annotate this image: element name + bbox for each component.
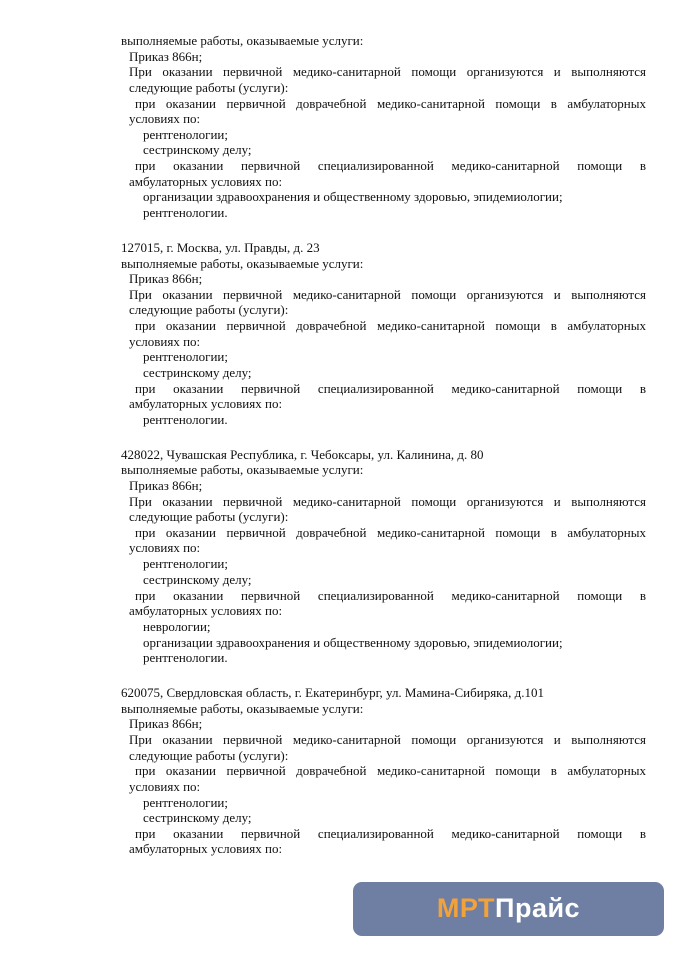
text-line: при оказании первичной специализированной медико-санитарной помощи в [135, 381, 646, 396]
text-line: следующие работы (услуги): [129, 748, 289, 763]
text-line: при оказании первичной доврачебной медико-санитарной помощи в амбулаторных [135, 318, 646, 333]
mrt-price-watermark [353, 882, 664, 936]
text-line: при оказании первичной доврачебной медико-санитарной помощи в амбулаторных [135, 525, 646, 540]
text-line: при оказании первичной доврачебной медико-санитарной помощи в амбулаторных [135, 763, 646, 778]
services-heading: выполняемые работы, оказываемые услуги: [121, 462, 364, 477]
text-line: рентгенологии; [143, 349, 228, 364]
text-line: сестринскому делу; [143, 365, 252, 380]
text-line: рентгенологии. [143, 205, 228, 220]
text-line: При оказании первичной медико-санитарной помощи организуются и выполняются [129, 732, 646, 747]
text-line: При оказании первичной медико-санитарной помощи организуются и выполняются [129, 494, 646, 509]
text-line: неврологии; [143, 619, 211, 634]
text-line: организации здравоохранения и общественному здоровью, эпидемиологии; [143, 189, 563, 204]
text-line: амбулаторных условиях по: [129, 396, 283, 411]
text-line: При оказании первичной медико-санитарной помощи организуются и выполняются [129, 64, 646, 79]
text-line: следующие работы (услуги): [129, 80, 289, 95]
text-line: рентгенологии. [143, 412, 228, 427]
order-line: Приказ 866н; [129, 478, 203, 493]
address-line: 428022, Чувашская Республика, г. Чебоксары, ул. Калинина, д. 80 [121, 447, 484, 462]
text-line: при оказании первичной доврачебной медико-санитарной помощи в амбулаторных [135, 96, 646, 111]
text-line: при оказании первичной специализированной медико-санитарной помощи в [135, 158, 646, 173]
address-line: 127015, г. Москва, ул. Правды, д. 23 [121, 240, 320, 255]
text-line: При оказании первичной медико-санитарной помощи организуются и выполняются [129, 287, 646, 302]
text-line: рентгенологии; [143, 127, 228, 142]
services-heading: выполняемые работы, оказываемые услуги: [121, 701, 364, 716]
text-line: следующие работы (услуги): [129, 302, 289, 317]
services-heading: выполняемые работы, оказываемые услуги: [121, 256, 364, 271]
text-line: условиях по: [129, 111, 201, 126]
text-line: рентгенологии; [143, 795, 228, 810]
address-line: 620075, Свердловская область, г. Екатеринбург, ул. Мамина-Сибиряка, д.101 [121, 685, 544, 700]
text-line: следующие работы (услуги): [129, 509, 289, 524]
text-line: сестринскому делу; [143, 810, 252, 825]
order-line: Приказ 866н; [129, 49, 203, 64]
text-line: амбулаторных условиях по: [129, 603, 283, 618]
services-heading: выполняемые работы, оказываемые услуги: [121, 33, 364, 48]
text-line: рентгенологии. [143, 650, 228, 665]
watermark-part-2: Прайс [495, 893, 581, 924]
text-line: сестринскому делу; [143, 142, 252, 157]
watermark-part-1: МРТ [436, 893, 496, 924]
text-line: сестринскому делу; [143, 572, 252, 587]
order-line: Приказ 866н; [129, 271, 203, 286]
text-line: при оказании первичной специализированной медико-санитарной помощи в [135, 588, 646, 603]
text-line: условиях по: [129, 779, 201, 794]
text-line: амбулаторных условиях по: [129, 841, 283, 856]
text-line: амбулаторных условиях по: [129, 174, 283, 189]
text-line: рентгенологии; [143, 556, 228, 571]
order-line: Приказ 866н; [129, 716, 203, 731]
text-line: условиях по: [129, 540, 201, 555]
text-line: при оказании первичной специализированной медико-санитарной помощи в [135, 826, 646, 841]
text-line: организации здравоохранения и общественному здоровью, эпидемиологии; [143, 635, 563, 650]
text-line: условиях по: [129, 334, 201, 349]
